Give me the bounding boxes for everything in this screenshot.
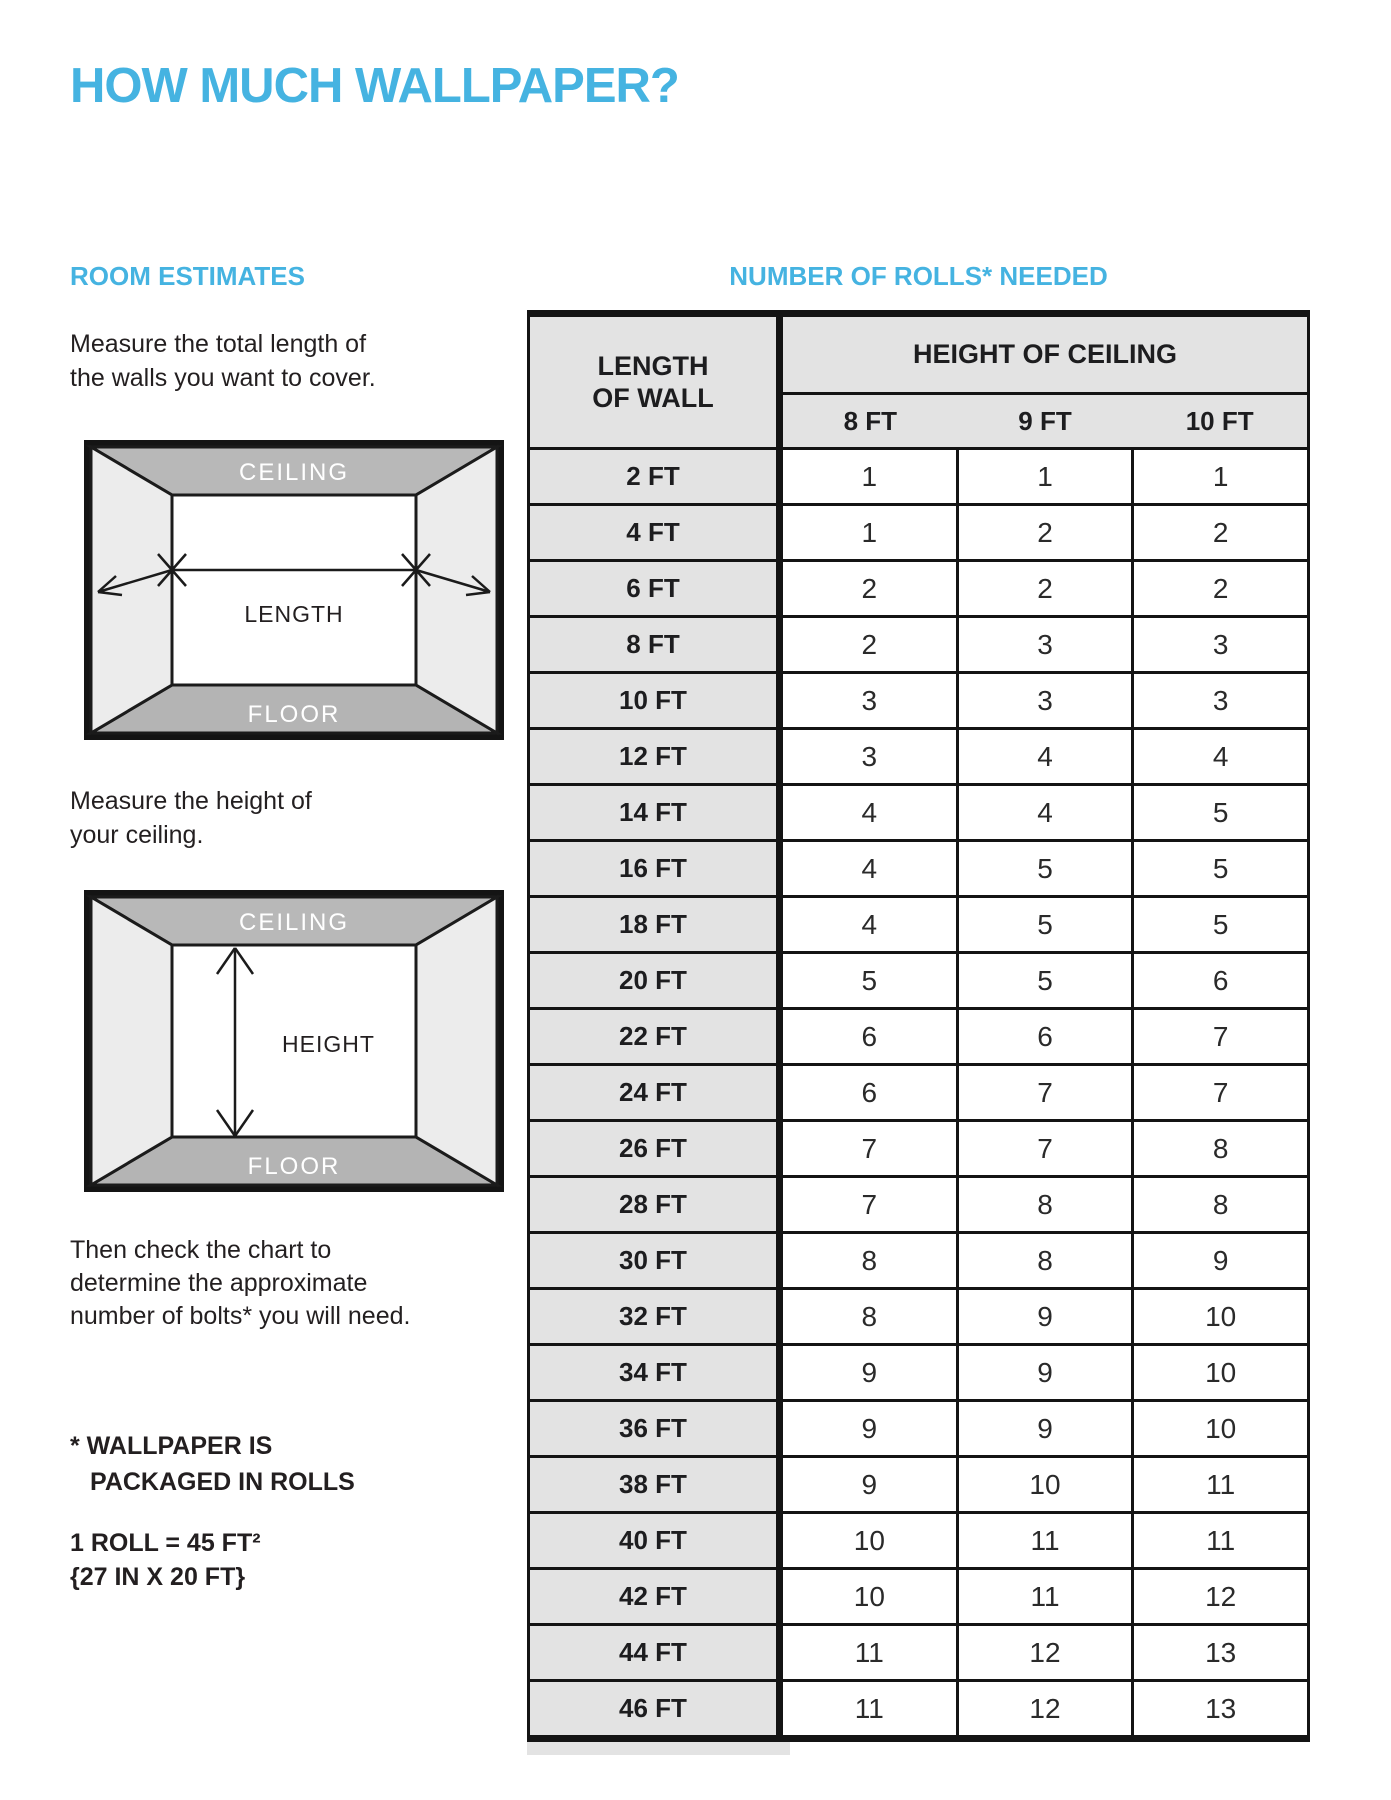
row-label: 42 FT <box>530 1570 783 1623</box>
roll-count-cell: 11 <box>854 1692 884 1724</box>
row-label: 22 FT <box>530 1010 783 1063</box>
table-row <box>530 559 1307 615</box>
roll-count-cell: 3 <box>956 674 1132 727</box>
roll-count-cell: 7 <box>1131 1066 1307 1119</box>
table-row <box>530 503 1307 559</box>
roll-count-cell: 5 <box>956 954 1132 1007</box>
instruction-line: number of bolts* you will need. <box>70 1302 411 1330</box>
roll-count-cell: 2 <box>1131 506 1307 559</box>
room-estimates-heading: ROOM ESTIMATES <box>70 261 305 291</box>
table-row <box>530 1567 1307 1623</box>
room-length-diagram <box>84 440 504 740</box>
roll-count-cell: 2 <box>956 562 1132 615</box>
roll-count-cell: 7 <box>956 1066 1132 1119</box>
row-label: 10 FT <box>530 674 783 727</box>
roll-count-cell: 3 <box>956 618 1132 671</box>
instruction-measure-length <box>70 327 376 395</box>
roll-count-cell: 6 <box>1131 954 1307 1007</box>
roll-count-cell: 2 <box>861 572 878 604</box>
roll-count-cell: 6 <box>956 1010 1132 1063</box>
column-header-10ft: 10 FT <box>1185 405 1254 436</box>
ceiling-label: CEILING <box>238 459 350 486</box>
roll-count-cell: 8 <box>956 1178 1132 1231</box>
roll-count-cell: 10 <box>853 1580 885 1612</box>
back-wall <box>172 495 416 685</box>
roll-count-cell: 2 <box>956 506 1132 559</box>
roll-count-cell: 6 <box>861 1020 878 1052</box>
length-label: LENGTH <box>244 601 344 627</box>
roll-count-cell: 9 <box>956 1402 1132 1455</box>
row-label: 36 FT <box>530 1402 783 1455</box>
instruction-measure-height <box>70 784 312 852</box>
length-of-wall-header <box>530 317 783 447</box>
table-row <box>530 727 1307 783</box>
roll-count-cell: 8 <box>861 1300 878 1332</box>
table-row <box>530 671 1307 727</box>
roll-count-cell: 10 <box>1131 1346 1307 1399</box>
roll-count-cell: 5 <box>1131 898 1307 951</box>
row-label: 18 FT <box>530 898 783 951</box>
row-label: 38 FT <box>530 1458 783 1511</box>
roll-count-cell: 13 <box>1131 1626 1307 1679</box>
table-row <box>530 1119 1307 1175</box>
roll-count-cell: 5 <box>861 964 878 996</box>
left-wall <box>91 897 172 1185</box>
roll-count-cell: 9 <box>861 1356 878 1388</box>
roll-count-cell: 4 <box>861 908 878 940</box>
roll-count-cell: 5 <box>956 842 1132 895</box>
roll-count-cell: 9 <box>861 1468 878 1500</box>
roll-count-cell: 4 <box>956 786 1132 839</box>
row-label: 4 FT <box>530 506 783 559</box>
table-row <box>530 1511 1307 1567</box>
instruction-line: Measure the height of <box>70 787 312 815</box>
roll-count-cell: 9 <box>1131 1234 1307 1287</box>
roll-count-cell: 10 <box>956 1458 1132 1511</box>
floor-label: FLOOR <box>247 1153 341 1180</box>
row-label: 24 FT <box>530 1066 783 1119</box>
row-label: 8 FT <box>530 618 783 671</box>
roll-count-cell: 3 <box>861 740 878 772</box>
row-label: 6 FT <box>530 562 783 615</box>
instruction-line: Measure the total length of <box>70 330 367 358</box>
roll-count-cell: 10 <box>1131 1290 1307 1343</box>
table-row <box>530 1007 1307 1063</box>
roll-count-cell: 3 <box>1131 618 1307 671</box>
row-label: 40 FT <box>530 1514 783 1567</box>
roll-count-cell: 7 <box>861 1132 878 1164</box>
row-label: 20 FT <box>530 954 783 1007</box>
height-label: HEIGHT <box>282 1031 375 1057</box>
table-row <box>530 615 1307 671</box>
roll-count-cell: 2 <box>1131 562 1307 615</box>
roll-count-cell: 9 <box>956 1290 1132 1343</box>
roll-count-cell: 8 <box>1131 1178 1307 1231</box>
floor-label: FLOOR <box>247 701 341 728</box>
row-label: 44 FT <box>530 1626 783 1679</box>
roll-count-cell: 8 <box>861 1244 878 1276</box>
footnote-line: * WALLPAPER IS <box>70 1432 273 1460</box>
table-row <box>530 951 1307 1007</box>
table-row <box>530 1399 1307 1455</box>
table-row <box>530 1623 1307 1679</box>
instruction-line: determine the approximate <box>70 1269 368 1297</box>
column-header-8ft: 8 FT <box>843 405 898 436</box>
roll-count-cell: 13 <box>1131 1682 1307 1735</box>
header-line: LENGTH <box>597 351 709 381</box>
table-row <box>530 783 1307 839</box>
instruction-line: Then check the chart to <box>70 1236 332 1264</box>
right-wall <box>416 897 497 1185</box>
roll-count-cell: 8 <box>956 1234 1132 1287</box>
room-height-diagram <box>84 890 504 1192</box>
row-label: 30 FT <box>530 1234 783 1287</box>
roll-count-cell: 4 <box>956 730 1132 783</box>
roll-count-cell: 4 <box>1131 730 1307 783</box>
roll-count-cell: 5 <box>1131 842 1307 895</box>
roll-size-note <box>70 1526 261 1594</box>
row-label: 2 FT <box>530 450 783 503</box>
table-tail-strip <box>527 1742 790 1755</box>
table-row <box>530 1287 1307 1343</box>
table-row <box>530 839 1307 895</box>
table-row <box>530 895 1307 951</box>
table-body <box>530 447 1307 1735</box>
table-row <box>530 1455 1307 1511</box>
roll-count-cell: 1 <box>861 516 878 548</box>
footnote-line: PACKAGED IN ROLLS <box>90 1468 355 1496</box>
row-label: 16 FT <box>530 842 783 895</box>
row-label: 28 FT <box>530 1178 783 1231</box>
column-header-9ft: 9 FT <box>1018 405 1072 436</box>
roll-count-cell: 11 <box>1131 1458 1307 1511</box>
roll-count-cell: 1 <box>861 460 878 492</box>
roll-count-cell: 7 <box>956 1122 1132 1175</box>
rolls-table <box>527 310 1310 1742</box>
roll-count-cell: 1 <box>1131 450 1307 503</box>
table-row <box>530 1679 1307 1735</box>
roll-count-cell: 11 <box>956 1570 1132 1623</box>
roll-count-cell: 5 <box>956 898 1132 951</box>
roll-count-cell: 12 <box>956 1626 1132 1679</box>
table-row <box>530 1175 1307 1231</box>
roll-count-cell: 7 <box>1131 1010 1307 1063</box>
roll-count-cell: 11 <box>1131 1514 1307 1567</box>
roll-count-cell: 11 <box>956 1514 1132 1567</box>
roll-size-line: {27 IN X 20 FT} <box>70 1563 246 1591</box>
roll-count-cell: 3 <box>861 684 878 716</box>
roll-count-cell: 10 <box>853 1524 885 1556</box>
row-label: 26 FT <box>530 1122 783 1175</box>
row-label: 32 FT <box>530 1290 783 1343</box>
row-label: 46 FT <box>530 1682 783 1735</box>
roll-count-cell: 9 <box>956 1346 1132 1399</box>
wallpaper-rolls-footnote <box>70 1428 355 1500</box>
ceiling-label: CEILING <box>238 909 350 936</box>
instruction-check-chart <box>70 1234 410 1333</box>
instruction-line: your ceiling. <box>70 821 204 849</box>
roll-count-cell: 4 <box>861 796 878 828</box>
instruction-line: the walls you want to cover. <box>70 364 376 392</box>
roll-count-cell: 10 <box>1131 1402 1307 1455</box>
page-title: HOW MUCH WALLPAPER? <box>70 59 679 113</box>
roll-count-cell: 6 <box>861 1076 878 1108</box>
roll-count-cell: 3 <box>1131 674 1307 727</box>
row-label: 14 FT <box>530 786 783 839</box>
roll-size-line: 1 ROLL = 45 FT² <box>70 1529 261 1557</box>
roll-count-cell: 2 <box>861 628 878 660</box>
height-of-ceiling-header: HEIGHT OF CEILING <box>783 317 1307 395</box>
roll-count-cell: 11 <box>854 1636 884 1668</box>
table-row <box>530 1343 1307 1399</box>
ceiling-height-columns <box>783 395 1307 447</box>
table-row <box>530 447 1307 503</box>
roll-count-cell: 4 <box>861 852 878 884</box>
roll-count-cell: 12 <box>1131 1570 1307 1623</box>
header-line: OF WALL <box>592 383 714 413</box>
row-label: 12 FT <box>530 730 783 783</box>
table-row <box>530 1231 1307 1287</box>
row-label: 34 FT <box>530 1346 783 1399</box>
roll-count-cell: 5 <box>1131 786 1307 839</box>
roll-count-cell: 1 <box>956 450 1132 503</box>
table-header <box>530 317 1307 447</box>
rolls-needed-heading: NUMBER OF ROLLS* NEEDED <box>729 261 1108 291</box>
roll-count-cell: 7 <box>861 1188 878 1220</box>
roll-count-cell: 8 <box>1131 1122 1307 1175</box>
table-row <box>530 1063 1307 1119</box>
roll-count-cell: 9 <box>861 1412 878 1444</box>
roll-count-cell: 12 <box>956 1682 1132 1735</box>
